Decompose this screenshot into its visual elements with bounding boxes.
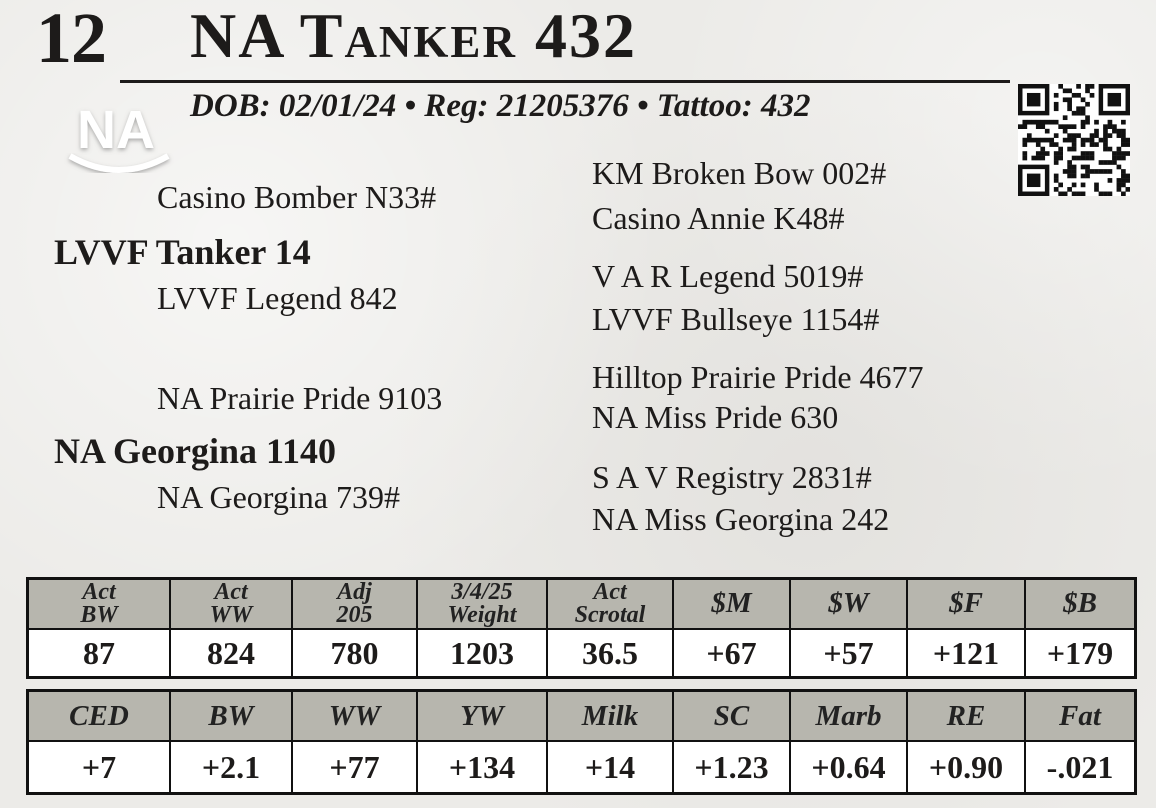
ggp-1: KM Broken Bow 002# <box>592 155 887 191</box>
sire-dam: LVVF Legend 842 <box>157 280 398 316</box>
na-logo <box>64 90 174 180</box>
perf-header-dollar-m: $M <box>673 579 790 630</box>
epd-header-yw: YW <box>417 691 547 742</box>
epd-header-sc: SC <box>673 691 790 742</box>
perf-header-act-bw: Act BW <box>28 579 171 630</box>
lot-number: 12 <box>36 0 106 78</box>
perf-value-adj-205: 780 <box>292 629 417 678</box>
animal-name: NA Tanker 432 <box>190 0 637 71</box>
epd-header-marb: Marb <box>790 691 907 742</box>
epd-header-milk: Milk <box>547 691 673 742</box>
sire-sire: Casino Bomber N33# <box>157 179 437 215</box>
ggp-6: NA Miss Pride 630 <box>592 399 839 435</box>
sire: LVVF Tanker 14 <box>54 232 311 272</box>
qr-code[interactable] <box>1018 84 1130 196</box>
epd-header-row <box>28 691 1136 742</box>
epd-value-fat: -.021 <box>1025 741 1136 794</box>
epd-header-ww: WW <box>292 691 417 742</box>
epd-header-bw: BW <box>170 691 292 742</box>
ggp-3: V A R Legend 5019# <box>592 258 864 294</box>
perf-header-act-scrotal: Act Scrotal <box>547 579 673 630</box>
dam-dam: NA Georgina 739# <box>157 479 400 515</box>
perf-value-act-ww: 824 <box>170 629 292 678</box>
epd-value-sc: +1.23 <box>673 741 790 794</box>
perf-header-dollar-f: $F <box>907 579 1025 630</box>
perf-header-adj-205: Adj 205 <box>292 579 417 630</box>
perf-value-dollar-w: +57 <box>790 629 907 678</box>
perf-header-dollar-w: $W <box>790 579 907 630</box>
performance-table <box>26 577 1137 679</box>
perf-value-dollar-b: +179 <box>1025 629 1136 678</box>
ggp-8: NA Miss Georgina 242 <box>592 501 890 537</box>
perf-header-act-ww: Act WW <box>170 579 292 630</box>
epd-value-ww: +77 <box>292 741 417 794</box>
epd-table <box>26 689 1137 795</box>
perf-value-dollar-m: +67 <box>673 629 790 678</box>
performance-value-row <box>28 629 1136 678</box>
logo-text: NA <box>77 100 155 160</box>
perf-header-dollar-b: $B <box>1025 579 1136 630</box>
epd-value-bw: +2.1 <box>170 741 292 794</box>
epd-value-row <box>28 741 1136 794</box>
perf-value-dollar-f: +121 <box>907 629 1025 678</box>
epd-header-re: RE <box>907 691 1025 742</box>
ggp-7: S A V Registry 2831# <box>592 459 872 495</box>
epd-value-re: +0.90 <box>907 741 1025 794</box>
epd-header-ced: CED <box>28 691 171 742</box>
ggp-2: Casino Annie K48# <box>592 200 845 236</box>
performance-header-row <box>28 579 1136 630</box>
epd-value-ced: +7 <box>28 741 171 794</box>
perf-value-act-bw: 87 <box>28 629 171 678</box>
info-line: DOB: 02/01/24 • Reg: 21205376 • Tattoo: 432 <box>190 88 811 124</box>
epd-value-marb: +0.64 <box>790 741 907 794</box>
perf-header-weight: 3/4/25 Weight <box>417 579 547 630</box>
epd-value-yw: +134 <box>417 741 547 794</box>
ggp-4: LVVF Bullseye 1154# <box>592 301 880 337</box>
dam: NA Georgina 1140 <box>54 431 337 471</box>
ggp-5: Hilltop Prairie Pride 4677 <box>592 359 924 395</box>
epd-header-fat: Fat <box>1025 691 1136 742</box>
epd-value-milk: +14 <box>547 741 673 794</box>
dam-sire: NA Prairie Pride 9103 <box>157 380 443 416</box>
perf-value-act-scrotal: 36.5 <box>547 629 673 678</box>
title-divider <box>120 80 1010 83</box>
perf-value-weight: 1203 <box>417 629 547 678</box>
